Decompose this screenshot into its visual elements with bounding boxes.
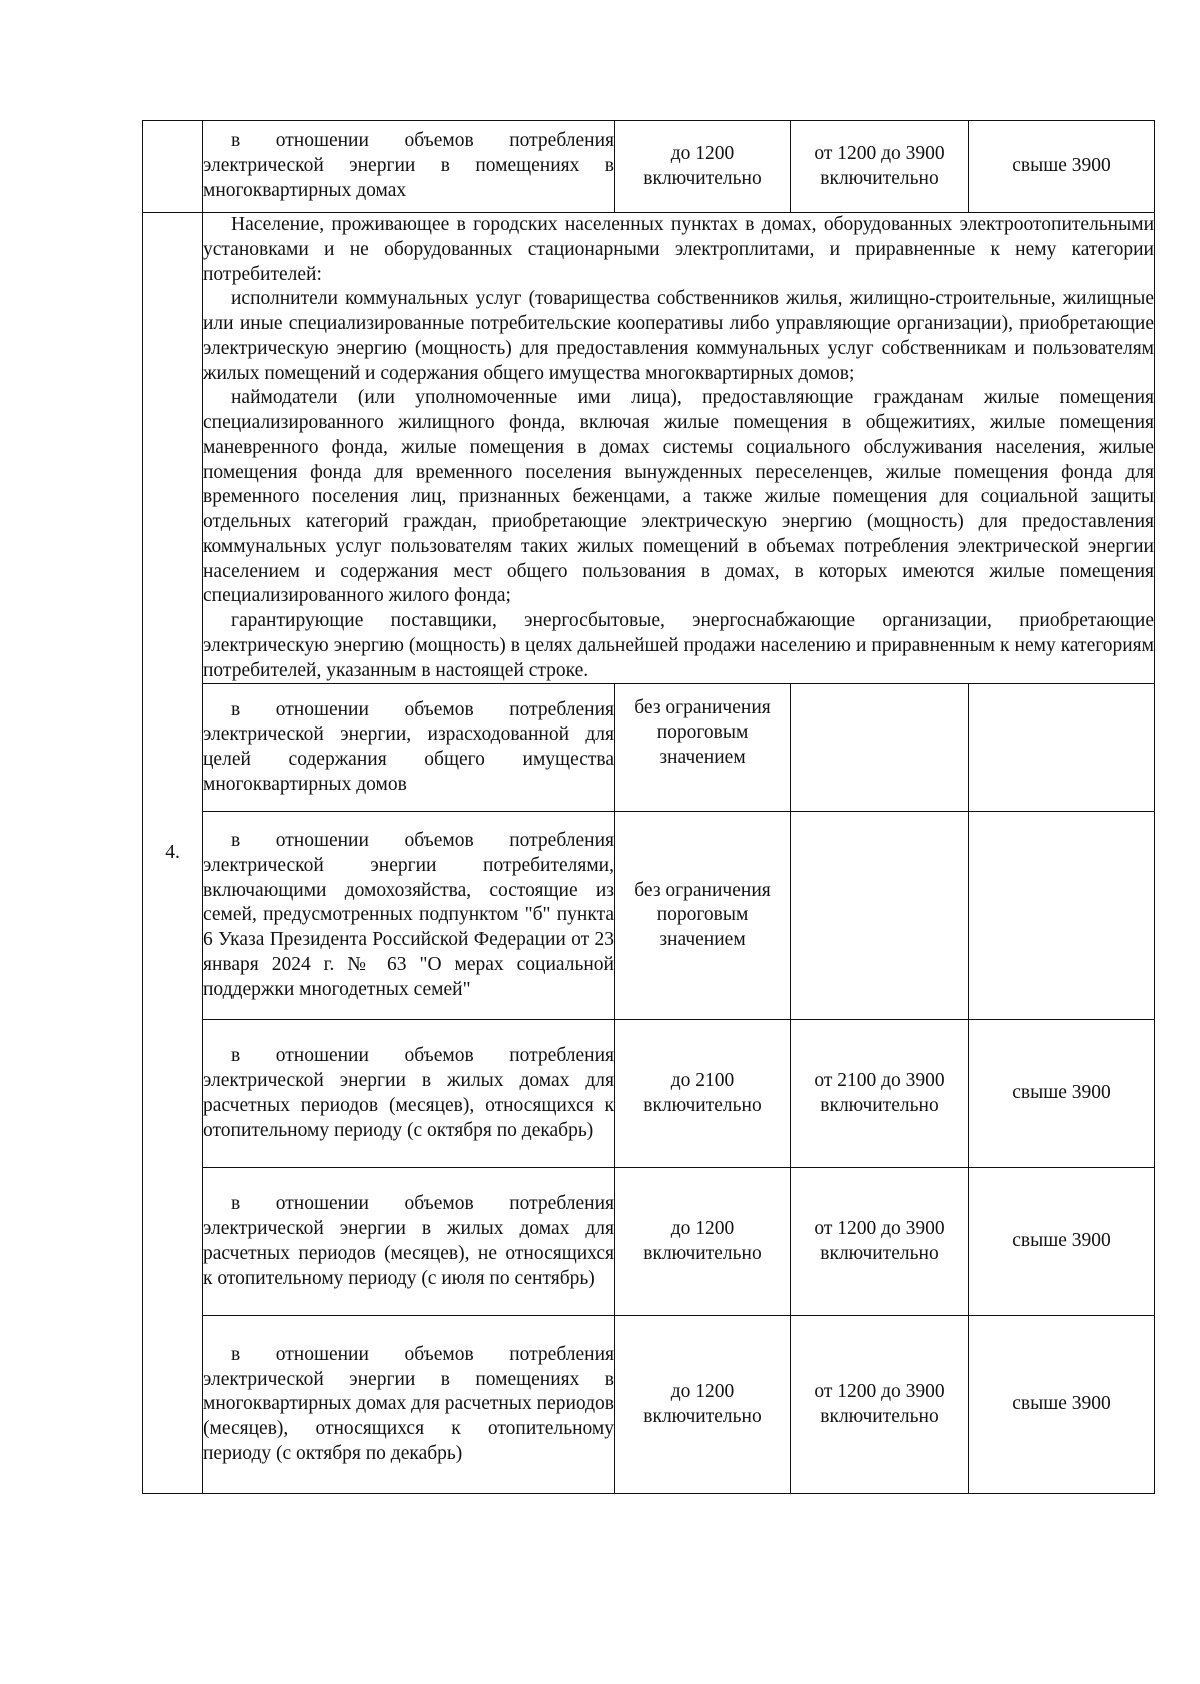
range-high-cell: свыше 3900 bbox=[969, 1020, 1155, 1168]
range-low-cell: до 1200 включительно bbox=[615, 1168, 791, 1316]
row-description: в отношении объемов потребления электрической энергии в помещениях в многоквартирных домах для расчетных периодов (месяцев), относящихся к отопительному периоду (с октября по декабрь) bbox=[203, 1316, 615, 1494]
table-row bbox=[143, 1020, 1155, 1168]
range-high-cell bbox=[969, 684, 1155, 812]
paragraph: наймодатели (или уполномоченные ими лица), предоставляющие гражданам жилые помещения специализированного жилищного фонда, включая жилые помещения в общежитиях, жилые помещения маневренного фонда, жилые помещения в домах системы социального обслуживания населения, жилые помещения фонда для временного поселения вынужденных переселенцев, жилые помещения фонда для временного поселения лиц, признанных беженцами, а также жилые помещения для социальной защиты отдельных категорий граждан, приобретающие электрическую энергию (мощность) для предоставления коммунальных услуг пользователям таких жилых помещений в объемах потребления электрической энергии населением и содержания мест общего пользования в домах, в которых имеются жилые помещения специализированного жилого фонда; bbox=[203, 387, 1154, 607]
range-high-cell: свыше 3900 bbox=[969, 1316, 1155, 1494]
paragraph: гарантирующие поставщики, энергосбытовые, энергоснабжающие организации, приобретающие электрическую энергию (мощность) в целях дальнейшей продажи населению и приравненным к нему категориям потребителей, указанным в настоящей строке. bbox=[203, 610, 1154, 681]
range-low-cell: без ограничения пороговым значением bbox=[615, 684, 791, 812]
range-high-cell bbox=[969, 812, 1155, 1020]
range-mid-cell: от 2100 до 3900 включительно bbox=[791, 1020, 969, 1168]
tariff-table bbox=[142, 120, 1155, 1494]
table-row bbox=[143, 121, 1155, 213]
range-low-cell: до 1200 включительно bbox=[615, 121, 791, 213]
section-4-header-row bbox=[143, 213, 1155, 684]
table-row bbox=[143, 812, 1155, 1020]
section-number: 4. bbox=[143, 213, 203, 1494]
range-low-cell: до 2100 включительно bbox=[615, 1020, 791, 1168]
range-low-cell: до 1200 включительно bbox=[615, 1316, 791, 1494]
section-4-text bbox=[203, 213, 1155, 684]
row-description: в отношении объемов потребления электрической энергии в жилых домах для расчетных периодов (месяцев), относящихся к отопительному периоду (с октября по декабрь) bbox=[203, 1020, 615, 1168]
row-number-cell bbox=[143, 121, 203, 213]
row-description: в отношении объемов потребления электрической энергии в помещениях в многоквартирных домах bbox=[203, 121, 615, 213]
row-description: в отношении объемов потребления электрической энергии, израсходованной для целей содержания общего имущества многоквартирных домов bbox=[203, 684, 615, 812]
table-row bbox=[143, 1316, 1155, 1494]
range-high-cell: свыше 3900 bbox=[969, 1168, 1155, 1316]
range-mid-cell: от 1200 до 3900 включительно bbox=[791, 121, 969, 213]
range-low-cell: без ограничения пороговым значением bbox=[615, 812, 791, 1020]
paragraph: исполнители коммунальных услуг (товарищества собственников жилья, жилищно-строительные, жилищные или иные специализированные потребительские кооперативы либо управляющие организации), приобретающие электрическую энергию (мощность) для предоставления коммунальных услуг собственникам и пользователям жилых помещений и содержания общего имущества многоквартирных домов; bbox=[203, 288, 1154, 384]
range-mid-cell: от 1200 до 3900 включительно bbox=[791, 1168, 969, 1316]
range-mid-cell: от 1200 до 3900 включительно bbox=[791, 1316, 969, 1494]
paragraph: Население, проживающее в городских населенных пунктах в домах, оборудованных электроотопительными установками и не оборудованных стационарными электроплитами, и приравненные к нему категории потребителей: bbox=[203, 214, 1154, 285]
range-mid-cell bbox=[791, 812, 969, 1020]
range-mid-cell bbox=[791, 684, 969, 812]
table-row bbox=[143, 684, 1155, 812]
row-description: в отношении объемов потребления электрической энергии потребителями, включающими домохозяйства, состоящие из семей, предусмотренных подпунктом "б" пункта 6 Указа Президента Российской Федерации от 23 января 2024 г. № 63 "О мерах социальной поддержки многодетных семей" bbox=[203, 812, 615, 1020]
table-row bbox=[143, 1168, 1155, 1316]
range-high-cell: свыше 3900 bbox=[969, 121, 1155, 213]
row-description: в отношении объемов потребления электрической энергии в жилых домах для расчетных периодов (месяцев), не относящихся к отопительному периоду (с июля по сентябрь) bbox=[203, 1168, 615, 1316]
